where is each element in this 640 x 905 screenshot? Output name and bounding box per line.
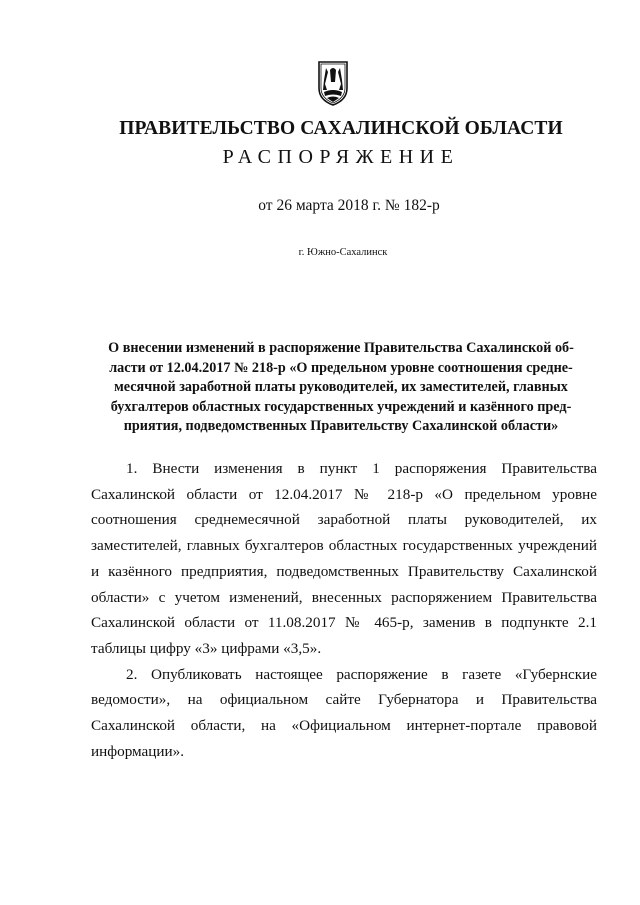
body-line: заместителей, главных бухгалтеров областных государственных учреждений [91,537,597,555]
body-line: Сахалинской области, на «Официальном интернет-портале правовой [91,717,597,735]
body-line: 2. Опубликовать настоящее распоряжение в газете «Губернские [126,665,597,683]
document-body [91,456,597,764]
body-line: и казённого предприятия, подведомственных Правительству Сахалинской [91,562,597,580]
subject-line: ласти от 12.04.2017 № 218-р «О предельном уровне соотношения средне- [109,359,573,376]
subject-line: бухгалтеров областных государственных учреждений и казённого пред- [110,398,572,415]
paragraph-1 [91,456,597,662]
document-date-number: от 26 марта 2018 г. № 182-р [258,197,440,214]
paragraph-2 [91,662,597,765]
body-line: области» с учетом изменений, внесенных распоряжением Правительства [91,588,597,606]
body-line: Сахалинской области от 12.04.2017 № 218-р «О предельном уровне [91,485,597,503]
subject-line: О внесении изменений в распоряжение Правительства Сахалинской об- [108,340,574,356]
body-line: Сахалинской области от 11.08.2017 № 465-р, заменив в подпункте 2.1 [91,614,597,632]
body-line: таблицы цифру «3» цифрами «3,5». [91,639,322,657]
document-type: РАСПОРЯЖЕНИЕ [222,146,460,168]
coat-of-arms-icon [316,60,350,106]
body-line: 1. Внести изменения в пункт 1 распоряжения Правительства [126,460,597,477]
body-line: соотношения среднемесячной заработной платы руководителей, их [91,511,597,529]
document-subject [96,339,586,437]
government-title: ПРАВИТЕЛЬСТВО САХАЛИНСКОЙ ОБЛАСТИ [119,118,563,139]
body-line: ведомости», на официальном сайте Губернатора и Правительства [91,691,597,709]
document-city: г. Южно-Сахалинск [298,247,388,258]
subject-line: приятия, подведомственных Правительству Сахалинской области» [123,418,559,435]
body-line: информации». [91,742,185,760]
subject-line: месячной заработной платы руководителей, их заместителей, главных [114,379,568,396]
